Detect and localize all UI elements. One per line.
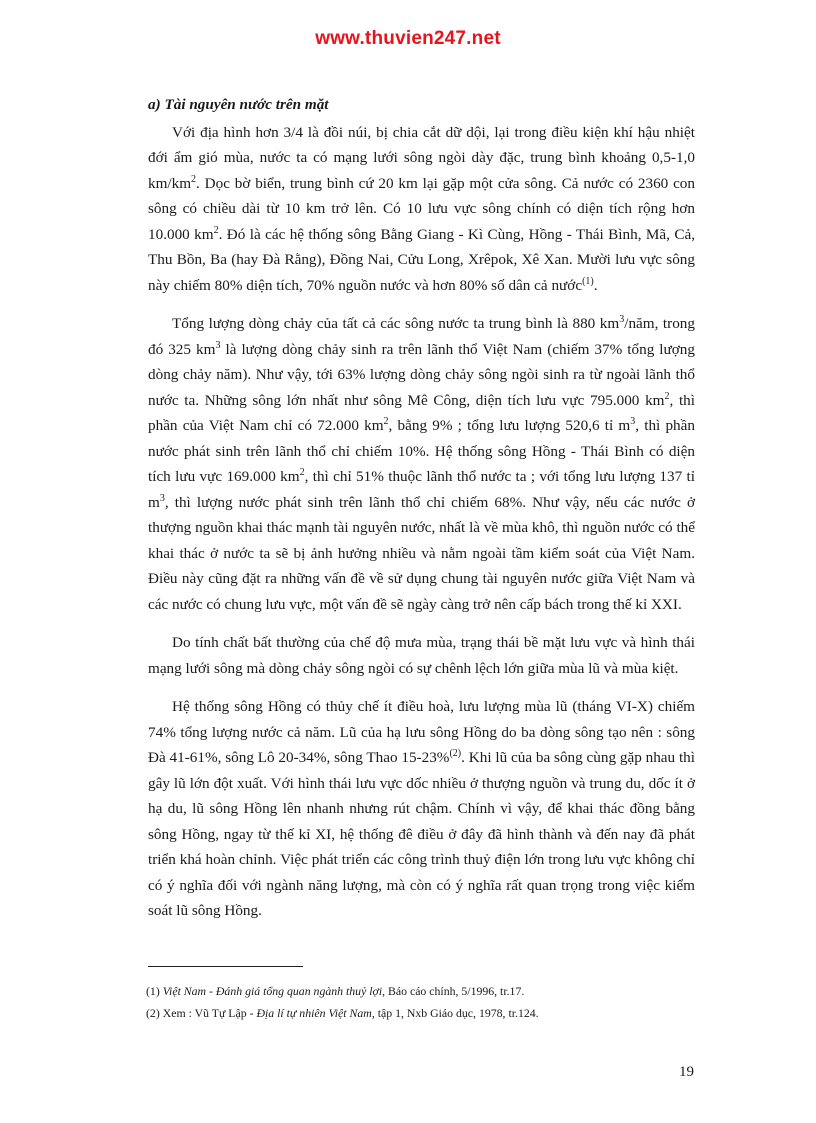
paragraph-seasonal-flow: Do tính chất bất thường của chế độ mưa mùa, trạng thái bề mặt lưu vực và hình thái mạng lưới sông mà dòng chảy sông ngòi có sự chênh lệch lớn giữa mùa lũ và mùa kiệt. — [148, 634, 695, 677]
paragraph-river-network: Với địa hình hơn 3/4 là đồi núi, bị chia cắt dữ dội, lại trong điều kiện khí hậu nhiệt đới ẩm gió mùa, nước ta có mạng lưới sông ngòi dày đặc, trung bình khoảng 0,5-1,0 $km/km^2$. Dọc bờ biển, trung bình cứ 20 km lại gặp một cửa sông. Cả nước có 2360 con sông có chiều dài từ 10 km trở lên. Có 10 lưu vực sông chính có diện tích rộng hơn 10.000 $km^2$. Đó là các hệ thống sông Bằng Giang - Kì Cùng, Hồng - Thái Bình, Mã, Cả, Thu Bồn, Ba (hay Đà Rằng), Đồng Nai, Cửu Long, Xrêpok, Xê Xan. Mười lưu vực sông này chiếm 80% diện tích, 70% nguồn nước và hơn 80% số dân cả nước$^{(1)}$. — [148, 123, 695, 294]
paragraph-red-river: Hệ thống sông Hồng có thủy chế ít điều hoà, lưu lượng mùa lũ (tháng VI-X) chiếm 74% tổng lượng nước cả năm. Lũ của hạ lưu sông Hồng do ba dòng sông tạo nên : sông Đà 41-61%, sông Lô 20-34%, sông Thao 15-23%$^{(2)}$. Khi lũ của ba sông cùng gặp nhau thì gây lũ lớn đột xuất. Với hình thái lưu vực dốc nhiều ở thượng nguồn và trung du, dốc ít ở hạ du, lũ sông Hồng lên nhanh nhưng rút chậm. Chính vì vậy, để khai thác đồng bằng sông Hồng, ngay từ thế kỉ XI, hệ thống đê điều ở đây đã hình thành và đến nay đã phát triển khá hoàn chỉnh. Việc phát triển các công trình thuỷ điện lớn trong lưu vực không chỉ có ý nghĩa đối với ngành năng lượng, mà còn có ý nghĩa rất quan trọng trong việc kiểm soát lũ sông Hồng. — [148, 698, 695, 919]
footnotes — [146, 980, 706, 1024]
footnote-1: (1) Việt Nam - Đánh giá tổng quan ngành thuỷ lợi, Báo cáo chính, 5/1996, tr.17. — [146, 984, 525, 998]
page-body — [148, 92, 695, 937]
footnote-divider — [148, 966, 303, 967]
section-heading: a) Tài nguyên nước trên mặt — [148, 96, 329, 113]
page-number: 19 — [679, 1064, 694, 1080]
watermark-url: www.thuvien247.net — [315, 28, 501, 49]
paragraph-flow-volume: Tổng lượng dòng chảy của tất cả các sông nước ta trung bình là 880 $km^3$/năm, trong đó 325 $km^3$ là lượng dòng chảy sinh ra trên lãnh thổ Việt Nam (chiếm 37% tổng lượng dòng chảy năm). Như vậy, tới 63% lượng dòng chảy sông ngòi sinh ra từ ngoài lãnh thổ nước ta. Những sông lớn nhất như sông Mê Công, diện tích lưu vực 795.000 $km^2$, thì phần của Việt Nam chỉ có 72.000 $km^2$, bằng 9% ; tổng lưu lượng 520,6 tỉ $m^3$, thì phần nước phát sinh trên lãnh thổ chỉ chiếm 10%. Hệ thống sông Hồng - Thái Bình có diện tích lưu vực 169.000 $km^2$, thì chỉ 51% thuộc lãnh thổ nước ta ; với tổng lưu lượng 137 tỉ $m^3$, thì lượng nước phát sinh trên lãnh thổ chỉ chiếm 68%. Như vậy, nếu các nước ở thượng nguồn khai thác mạnh tài nguyên nước, nhất là về mùa khô, thì nguồn nước có thể khai thác ở nước ta sẽ bị ảnh hưởng nhiều và nằm ngoài tầm kiểm soát của Việt Nam. Điều này cũng đặt ra những vấn đề về sử dụng chung tài nguyên nước giữa Việt Nam và các nước có chung lưu vực, một vấn đề sẽ ngày càng trở nên cấp bách trong thế kỉ XXI. — [148, 313, 695, 613]
footnote-2: (2) Xem : Vũ Tự Lập - Địa lí tự nhiên Việt Nam, tập 1, Nxb Giáo dục, 1978, tr.124. — [146, 1006, 539, 1020]
